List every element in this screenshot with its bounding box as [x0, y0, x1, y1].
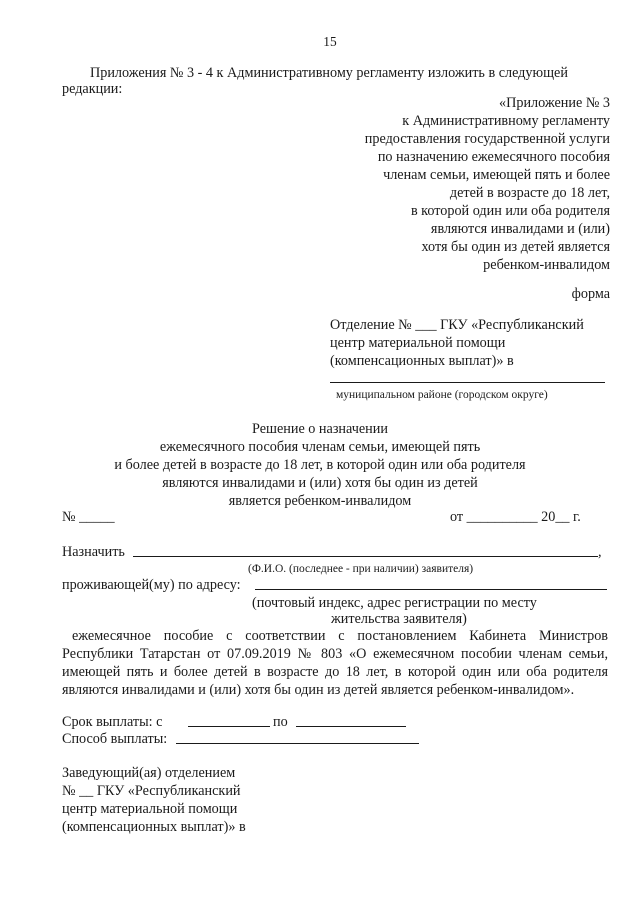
decision-date-field[interactable]: от __________ 20__ г. — [450, 509, 581, 525]
payment-method-label: Способ выплаты: — [62, 731, 168, 747]
decision-title-line: являются инвалидами и (или) хотя бы один из детей — [162, 475, 478, 491]
address-field-line[interactable] — [255, 589, 607, 590]
address-caption-line-2: жительства заявителя) — [331, 611, 467, 627]
page-number: 15 — [323, 34, 337, 49]
payment-end-field-line[interactable] — [296, 726, 406, 727]
appendix-header-line: детей в возрасте до 18 лет, — [449, 185, 610, 201]
applicant-name-caption: (Ф.И.О. (последнее - при наличии) заявителя) — [248, 563, 474, 575]
appendix-header-line: членам семьи, имеющей пять и более — [383, 167, 610, 183]
appendix-header-line: хотя бы один из детей является — [421, 239, 610, 255]
decision-title-line: является ребенком-инвалидом — [228, 493, 412, 509]
payment-period-label: Срок выплаты: с — [62, 714, 163, 730]
applicant-name-field-line[interactable] — [133, 556, 598, 557]
intro-line-1: Приложения № 3 - 4 к Административному регламенту изложить в следующей — [90, 65, 568, 81]
body-paragraph — [62, 627, 608, 699]
body-line: являются инвалидами и (или) хотя бы один из детей является ребенком-инвалидом». — [62, 682, 575, 698]
appendix-header-line: «Приложение № 3 — [499, 95, 610, 111]
appendix-header-line: являются инвалидами и (или) — [430, 221, 610, 237]
assign-comma: , — [598, 544, 602, 560]
body-line: Республики Татарстан от 07.09.2019 № 803 «О ежемесячном пособии членам семьи, — [62, 646, 608, 662]
district-field-line[interactable] — [330, 382, 605, 383]
addressee-block — [330, 316, 584, 370]
residing-label: проживающей(му) по адресу: — [62, 577, 241, 593]
district-caption: муниципальном районе (городском округе) — [336, 389, 548, 401]
signature-line: центр материальной помощи — [62, 801, 238, 817]
signature-line: Заведующий(ая) отделением — [62, 765, 236, 781]
decision-title-line: ежемесячного пособия членам семьи, имеющей пять — [159, 439, 481, 455]
appendix-header-line: в которой один или оба родителя — [410, 203, 610, 219]
form-label: форма — [571, 286, 610, 302]
addressee-line: Отделение № ___ ГКУ «Республиканский — [330, 317, 584, 333]
signature-block — [62, 764, 246, 836]
signature-line: (компенсационных выплат)» в — [62, 819, 246, 835]
intro-line-2: редакции: — [62, 81, 123, 97]
payment-method-field-line[interactable] — [176, 743, 419, 744]
payment-period-to-label: по — [273, 714, 288, 730]
address-caption-line-1: (почтовый индекс, адрес регистрации по месту — [252, 595, 537, 611]
appendix-header-line: к Административному регламенту — [402, 113, 610, 129]
appendix-header-line: ребенком-инвалидом — [483, 257, 610, 273]
decision-number-field[interactable]: № _____ — [62, 509, 115, 525]
body-line: имеющей пять и более детей в возрасте до 18 лет, в которой один или оба родителя — [62, 664, 608, 680]
body-line: ежемесячное пособие с соответствии с постановлением Кабинета Министров — [72, 628, 608, 644]
addressee-line: (компенсационных выплат)» в — [330, 353, 514, 369]
payment-start-field-line[interactable] — [188, 726, 270, 727]
appendix-header — [250, 94, 610, 274]
signature-line: № __ ГКУ «Республиканский — [62, 783, 241, 799]
appendix-header-line: по назначению ежемесячного пособия — [377, 149, 610, 165]
assign-label: Назначить — [62, 544, 125, 560]
appendix-header-line: предоставления государственной услуги — [364, 131, 610, 147]
decision-title-line: и более детей в возрасте до 18 лет, в которой один или оба родителя — [114, 457, 526, 473]
decision-title-line: Решение о назначении — [252, 421, 388, 437]
addressee-line: центр материальной помощи — [330, 335, 506, 351]
decision-title — [80, 420, 560, 510]
